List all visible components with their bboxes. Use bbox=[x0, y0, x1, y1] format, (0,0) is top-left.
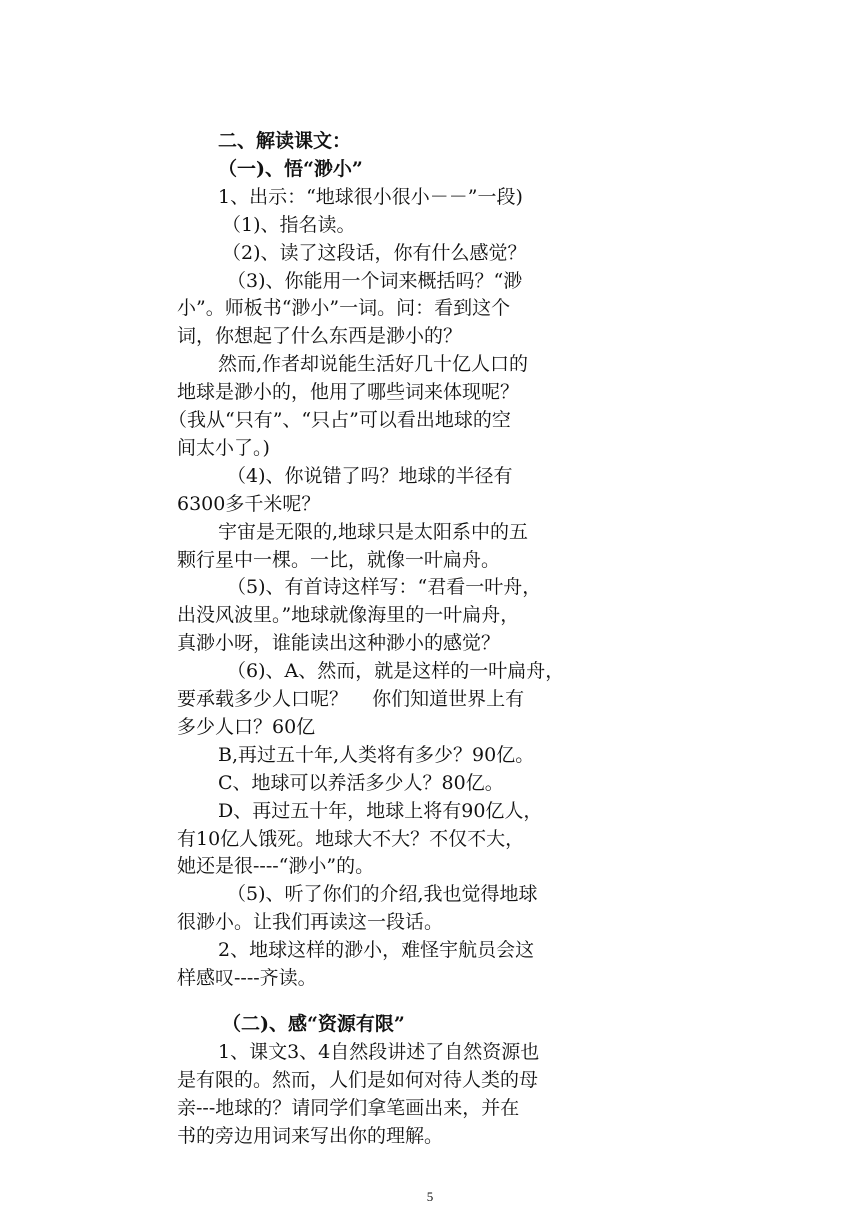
text-line: （1)、指名读。 bbox=[222, 213, 356, 236]
subsection-heading: （二)、感“资源有限” bbox=[222, 1012, 405, 1035]
section-heading: 二、解读课文： bbox=[218, 130, 352, 152]
text-line: 间太小了。) bbox=[177, 436, 270, 459]
text-line: 宇宙是无限的,地球只是太阳系中的五 bbox=[218, 520, 529, 543]
text-line: （5)、有首诗这样写：“君看一叶舟， bbox=[227, 576, 542, 599]
text-line: 她还是很----“渺小”的。 bbox=[177, 855, 375, 878]
text-line: B,再过五十年,人类将有多少？90亿。 bbox=[218, 743, 535, 766]
text-line: 亲---地球的？请同学们拿笔画出来，并在 bbox=[177, 1096, 520, 1119]
text-line: C、地球可以养活多少人？80亿。 bbox=[218, 771, 504, 794]
text-line: 词，你想起了什么东西是渺小的？ bbox=[177, 325, 463, 348]
text-line: （6)、A、然而，就是这样的一叶扁舟， bbox=[227, 660, 565, 683]
text-line: 有10亿人饿死。地球大不大？不仅不大， bbox=[177, 827, 525, 850]
text-line: （5)、听了你们的介绍,我也觉得地球 bbox=[227, 883, 538, 906]
text-line: （2)、读了这段话，你有什么感觉？ bbox=[222, 241, 527, 264]
text-line: 是有限的。然而，人们是如何对待人类的母 bbox=[177, 1068, 539, 1091]
text-line: 2、地球这样的渺小，难怪宇航员会这 bbox=[218, 939, 535, 962]
text-line: （我从“只有”、“只占”可以看出地球的空 bbox=[168, 409, 511, 431]
text-line: 要承载多少人口呢？ 你们知道世界上有 bbox=[177, 688, 525, 710]
text-line: 颗行星中一棵。一比，就像一叶扁舟。 bbox=[177, 548, 501, 571]
text-line: 然而,作者却说能生活好几十亿人口的 bbox=[218, 353, 529, 376]
text-line: 多少人口？60亿 bbox=[177, 715, 316, 738]
text-line: 1、课文3、4自然段讲述了自然资源也 bbox=[218, 1040, 540, 1063]
text-line: （3)、你能用一个词来概括吗？“渺 bbox=[227, 269, 523, 292]
text-line: 地球是渺小的，他用了哪些词来体现呢？ bbox=[177, 381, 520, 404]
text-line: 出没风波里。”地球就像海里的一叶扁舟， bbox=[177, 604, 520, 627]
page-number: 5 bbox=[426, 1189, 434, 1204]
text-line: 1、出示：“地球很小很小－－”一段) bbox=[218, 185, 523, 208]
text-line: D、再过五十年，地球上将有90亿人， bbox=[218, 799, 543, 822]
text-line: 样感叹----齐读。 bbox=[177, 967, 317, 989]
text-line: 很渺小。让我们再读这一段话。 bbox=[177, 911, 444, 934]
text-line: 真渺小呀，谁能读出这种渺小的感觉？ bbox=[177, 632, 501, 655]
text-line: 小”。师板书“渺小”一词。问：看到这个 bbox=[177, 297, 511, 320]
text-line: 书的旁边用词来写出你的理解。 bbox=[177, 1124, 444, 1147]
subsection-heading: （一)、悟“渺小” bbox=[218, 157, 363, 180]
text-line: （4)、你说错了吗？地球的半径有 bbox=[227, 464, 513, 487]
text-line: 6300多千米呢？ bbox=[177, 492, 321, 515]
